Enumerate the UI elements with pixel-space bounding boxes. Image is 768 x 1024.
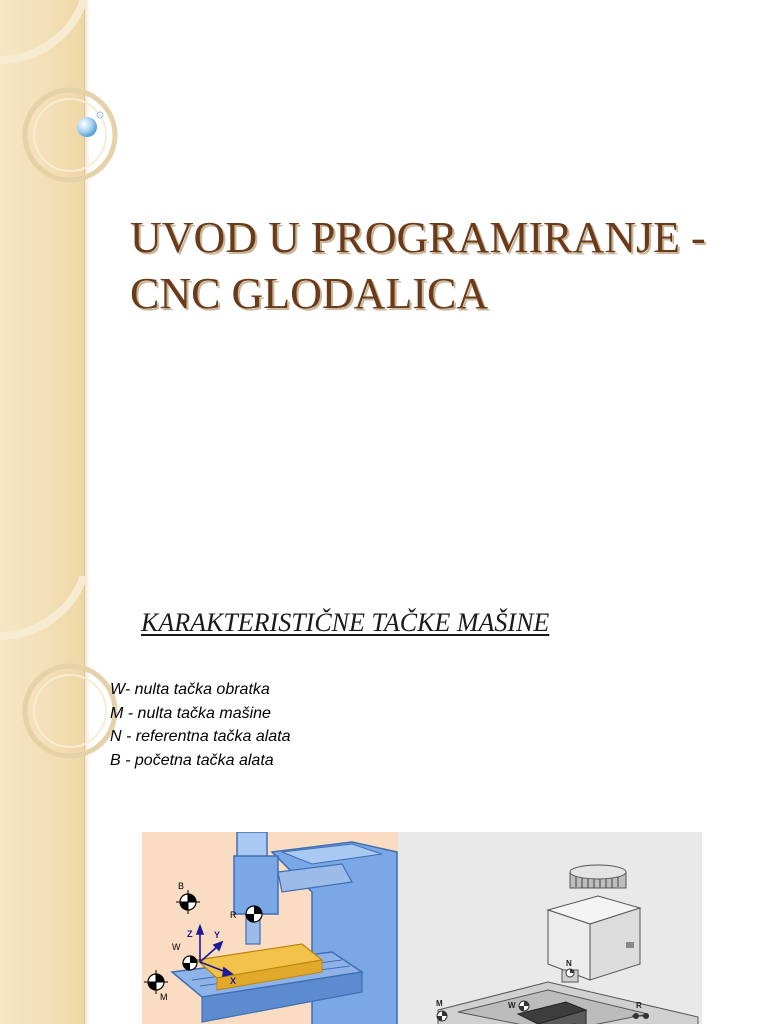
slide-title (130, 210, 740, 322)
axis-label-x: X (230, 976, 237, 986)
cnc-machine-figure (142, 832, 702, 1024)
point-w-symbol (519, 1001, 529, 1011)
axis-label-y: Y (214, 930, 221, 940)
axis-label-z: Z (187, 929, 193, 939)
machine-drawing-left (142, 832, 398, 1024)
list-item: B - početna tačka alata (110, 751, 274, 769)
title-line-2: CNC GLODALICA (130, 269, 489, 318)
point-n-marker (566, 969, 574, 977)
list-item: M - nulta tačka mašine (110, 704, 271, 722)
title-line-1: UVOD U PROGRAMIRANJE - (130, 213, 706, 262)
label-r: R (636, 1001, 642, 1010)
label-m: M (436, 999, 443, 1008)
label-w: W (172, 942, 181, 952)
content-slide (0, 576, 768, 1024)
list-item: N - referentna tačka alata (110, 728, 291, 745)
label-w: W (508, 1001, 516, 1010)
bubble-icon (0, 0, 120, 160)
section-heading: KARAKTERISTIČNE TAČKE MAŠINE (141, 608, 550, 637)
point-w-symbol (183, 956, 197, 970)
label-r: R (230, 910, 237, 920)
point-m-symbol (144, 970, 168, 994)
point-r-symbol (246, 906, 262, 922)
label-m: M (160, 992, 168, 1002)
point-m-symbol (437, 1011, 447, 1021)
label-b: B (178, 881, 185, 891)
list-item: W- nulta tačka obratka (110, 681, 270, 698)
point-b-symbol (176, 890, 200, 914)
label-n: N (566, 959, 572, 968)
machine-drawing-right (398, 832, 702, 1024)
reference-points-list (110, 678, 291, 772)
